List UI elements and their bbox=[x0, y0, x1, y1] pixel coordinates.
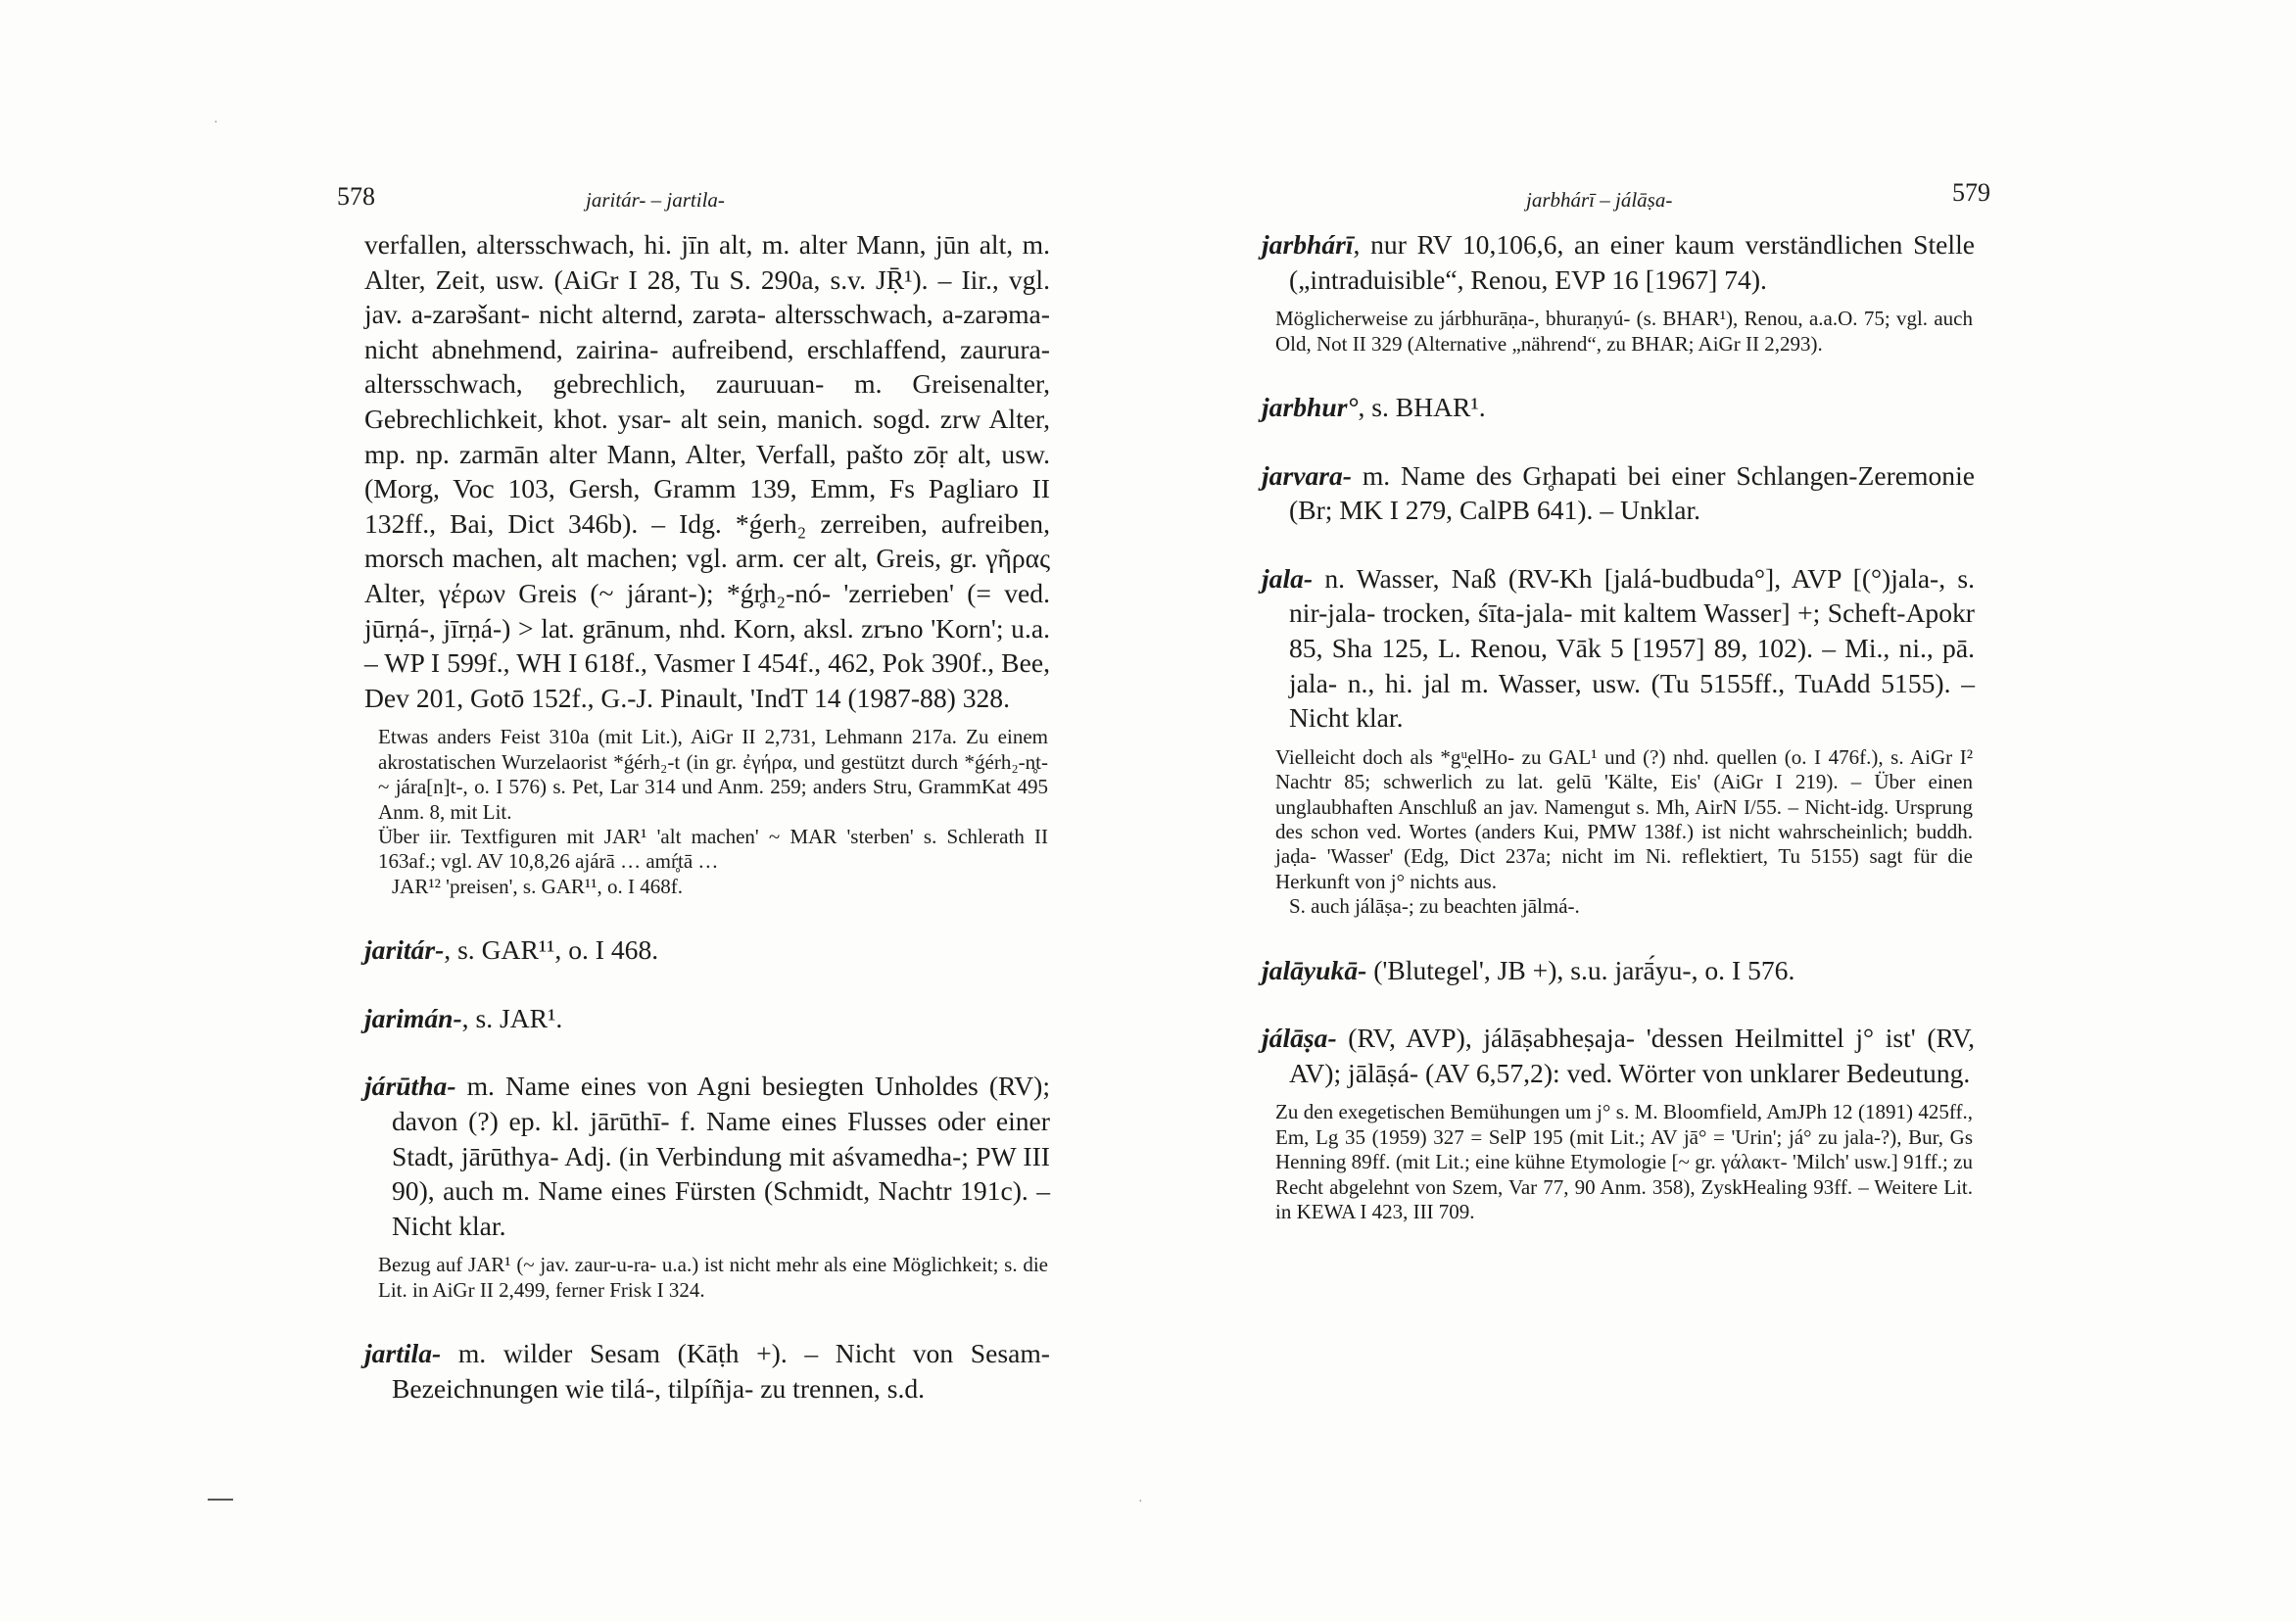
entry-note bbox=[1275, 745, 1975, 920]
note-paragraph: Etwas anders Feist 310a (mit Lit.), AiGr II 2,731, Lehmann 217a. Zu einem akrostatischen Wurzelaorist *ǵérh₂-t (in gr. ἐγήρα, und gestützt durch *ǵérh₂-n̥t- ~ jára[n]t-, o. I 576) s. Pet, Lar 314 und Anm. 259; anders Stru, GrammKat 495 Anm. 8, mit Lit. bbox=[378, 725, 1048, 824]
entry-text: , s. GAR¹¹, o. I 468. bbox=[444, 934, 659, 966]
left-running-title: jaritár- – jartila- bbox=[586, 188, 725, 212]
entry-note bbox=[1275, 1100, 1975, 1224]
continuation-text: verfallen, altersschwach, hi. jīn alt, m. alter Mann, jūn alt, m. Alter, Zeit, usw. (AiGr I 28, Tu S. 290a, s.v. JṜ¹). – Iir., vgl. jav. a-zarəšant- nicht alternd, zarəta- altersschwach, a-zarəma- nicht abnehmend, zairina- aufreibend, erschlaffend, zaurura- altersschwach, gebrechlich, zauruuan- m. Greisenalter, Gebrechlichkeit, khot. ysar- alt sein, manich. sogd. zrw Alter, mp. np. zarmān alter Mann, Alter, Verfall, pašto zōṛ alt, usw. (Morg, Voc 103, Gersh, Gramm 139, Emm, Fs Pagliaro II 132ff., Bai, Dict 346b). – Idg. *ǵerh₂ zerreiben, aufreiben, morsch machen, alt machen; vgl. arm. cer alt, Greis, gr. γῆρας Alter, γέρων Greis (~ járant-); *ǵr̥h₂-nó- 'zerrieben' (= ved. jūrṇá-, jīrṇá-) > lat. grānum, nhd. Korn, aksl. zrъno 'Korn'; u.a. – WP I 599f., WH I 618f., Vasmer I 454f., 462, Pok 390f., Bee, Dev 201, Gotō 152f., G.-J. Pinault, 'IndT 14 (1987-88) 328. bbox=[364, 229, 1050, 713]
right-running-head bbox=[1262, 178, 1990, 221]
entry-text: n. Wasser, Naß (RV-Kh [jalá-budbuda°], AVP [(°)jala-, s. nir-jala- trocken, śīta-jala- mit kaltem Wasser] +; Scheft-Apokr 85, Sha 125, L. Renou, Vāk 5 [1957] 89, 102). – Mi., ni., pā. jala- n., hi. jal m. Wasser, usw. (Tu 5155ff., TuAdd 5155). – Nicht klar. bbox=[1289, 562, 1975, 734]
headword: jalāyukā- bbox=[1262, 954, 1367, 985]
note-paragraph: Möglicherweise zu járbhurāṇa-, bhuraṇyú- (s. BHAR¹), Renou, a.a.O. 75; vgl. auch Old, Not II 329 (Alternative „nährend“, zu BHAR; AiGr II 2,293). bbox=[1275, 307, 1973, 356]
right-page-number: 579 bbox=[1952, 178, 1990, 207]
headword: jarbhárī bbox=[1262, 229, 1354, 260]
scan-speck: · bbox=[1138, 1495, 1143, 1509]
entry-jarbhari bbox=[1262, 227, 1975, 297]
entry-text: m. wilder Sesam (Kāṭh +). – Nicht von Sesam-Bezeichnungen wie tilá-, tilpíñja- zu trennen, s.d. bbox=[392, 1338, 1050, 1404]
headword: jarimán- bbox=[364, 1002, 462, 1033]
entry-text: , s. BHAR¹. bbox=[1358, 392, 1486, 422]
headword: járūtha- bbox=[364, 1071, 456, 1102]
scan-speck bbox=[208, 1499, 233, 1501]
note-paragraph: Bezug auf JAR¹ (~ jav. zaur-u-ra- u.a.) ist nicht mehr als eine Möglichkeit; s. die Lit. in AiGr II 2,499, ferner Frisk I 324. bbox=[378, 1253, 1048, 1302]
entry-jalayuka bbox=[1262, 953, 1975, 988]
entry-jalasa bbox=[1262, 1021, 1975, 1090]
entry-note bbox=[378, 1253, 1050, 1303]
entry-jala bbox=[1262, 561, 1975, 736]
entry-note bbox=[1275, 307, 1975, 357]
entry-text: , nur RV 10,106,6, an einer kaum verständlichen Stelle („intraduisible“, Renou, EVP 16 [1967] 74). bbox=[1289, 229, 1975, 295]
left-page-body bbox=[364, 227, 1050, 1406]
entry-jarbhur bbox=[1262, 390, 1975, 425]
continuation-note bbox=[378, 725, 1050, 899]
entry-text: m. Name eines von Agni besiegten Unholdes (RV); davon (?) ep. kl. jārūthī- f. Name eines Flusses oder einer Stadt, jārūthya- Adj. (in Verbindung mit aśvamedha-; PW III 90), auch m. Name eines Fürsten (Schmidt, Nachtr 191c). – Nicht klar. bbox=[392, 1071, 1050, 1241]
entry-text: , s. JAR¹. bbox=[461, 1002, 563, 1033]
note-paragraph: Zu den exegetischen Bemühungen um j° s. M. Bloomfield, AmJPh 12 (1891) 425ff., Em, Lg 35 (1959) 327 = SelP 195 (mit Lit.; AV jā° = 'Urin'; já° zu jala-?), Bur, Gs Henning 89ff. (mit Lit.; eine kühne Etymologie [~ gr. γάλακτ- 'Milch' usw.] 91ff.; zu Recht abgelehnt von Szem, Var 77, 90 Anm. 358), ZyskHealing 93ff. – Weitere Lit. in KEWA I 423, III 709. bbox=[1275, 1100, 1973, 1223]
left-running-head bbox=[337, 182, 1050, 221]
entry-jarvara bbox=[1262, 458, 1975, 528]
entry-text: (RV, AVP), jálāṣabheṣaja- 'dessen Heilmittel j° ist' (RV, AV); jālāṣá- (AV 6,57,2): ved. Wörter von unklarer Bedeutung. bbox=[1289, 1023, 1975, 1088]
left-page-number: 578 bbox=[337, 182, 375, 211]
note-paragraph: Über iir. Textfiguren mit JAR¹ 'alt machen' ~ MAR 'sterben' s. Schlerath II 163af.; vgl. AV 10,8,26 ajárā … amŕ̥tā … bbox=[378, 824, 1048, 874]
entry-jaritar bbox=[364, 932, 1050, 968]
headword: jaritár- bbox=[364, 934, 445, 966]
headword: jarvara- bbox=[1262, 459, 1352, 491]
right-page-body bbox=[1262, 227, 1975, 1224]
entry-jartila bbox=[364, 1336, 1050, 1406]
scan-speck: · bbox=[214, 116, 218, 130]
entry-jariman bbox=[364, 1001, 1050, 1036]
note-paragraph: S. auch jálāṣa-; zu beachten jālmá-. bbox=[1289, 894, 1580, 919]
entry-jarutha bbox=[364, 1069, 1050, 1243]
headword: jala- bbox=[1262, 562, 1314, 594]
right-running-title: jarbhárī – jálāṣa- bbox=[1526, 188, 1673, 212]
entry-text: m. Name des Gr̥hapati bei einer Schlangen-Zeremonie (Br; MK I 279, CalPB 641). – Unklar. bbox=[1289, 459, 1975, 526]
entry-text: ('Blutegel', JB +), s.u. jarā́yu-, o. I 576. bbox=[1366, 954, 1795, 985]
note-paragraph: Vielleicht doch als *gᵘ̯elHo- zu GAL¹ und (?) nhd. quellen (o. I 476f.), s. AiGr I² Nachtr 85; schwerlich zu lat. gelū 'Kälte, Eis' (AiGr I 219). – Über einen unglaubhaften Anschluß an jav. Namengut s. Mh, AirN I/55. – Nicht-idg. Ursprung des schon ved. Wortes (anders Kui, PMW 138f.) ist nicht wahrscheinlich; buddh. jaḍa- 'Wasser' (Edg, Dict 237a; nicht im Ni. reflektiert, Tu 5155) sagt für die Herkunft von j° nichts aus. bbox=[1275, 744, 1973, 893]
headword: jarbhur° bbox=[1262, 392, 1359, 422]
headword: jartila- bbox=[364, 1338, 442, 1369]
headword: jálāṣa- bbox=[1262, 1023, 1337, 1054]
note-paragraph: JAR¹² 'preisen', s. GAR¹¹, o. I 468f. bbox=[392, 874, 683, 898]
